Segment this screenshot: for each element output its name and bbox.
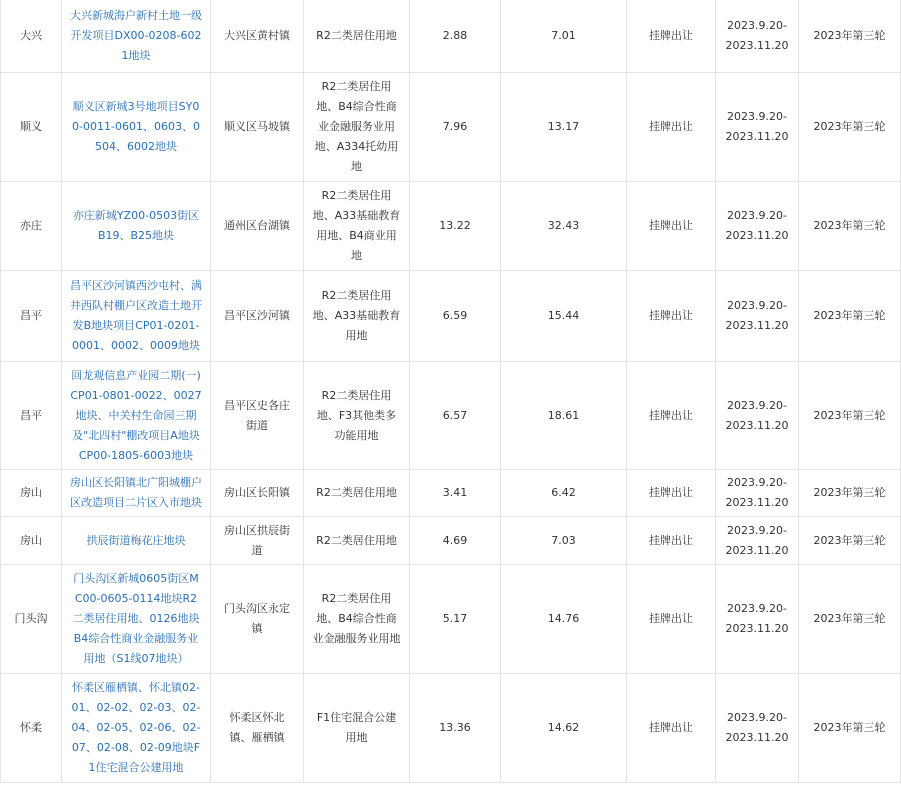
plot-name-link[interactable]: 门头沟区新城0605街区MC00-0605-0114地块R2二类居住用地、0126地块B4综合性商业金融服务业用地（S1线07地块）: [62, 565, 211, 674]
land-use-cell: R2二类居住用地、F3其他类多功能用地: [304, 362, 410, 470]
round-cell: 2023年第三轮: [799, 271, 901, 362]
date-cell: 2023.9.20-2023.11.20: [716, 674, 799, 783]
table-body: [1, 0, 901, 783]
location-cell: 通州区台湖镇: [211, 182, 304, 271]
land-use-cell: R2二类居住用地、B4综合性商业金融服务业用地: [304, 565, 410, 674]
method-cell: 挂牌出让: [627, 470, 716, 517]
round-cell: 2023年第三轮: [799, 73, 901, 182]
date-cell: 2023.9.20-2023.11.20: [716, 182, 799, 271]
district-cell: 门头沟: [1, 565, 62, 674]
table-row: [1, 0, 901, 73]
land-use-cell: F1住宅混合公建用地: [304, 674, 410, 783]
location-cell: 门头沟区永定镇: [211, 565, 304, 674]
land-use-cell: R2二类居住用地: [304, 517, 410, 565]
method-cell: 挂牌出让: [627, 517, 716, 565]
method-cell: 挂牌出让: [627, 182, 716, 271]
round-cell: 2023年第三轮: [799, 0, 901, 73]
date-cell: 2023.9.20-2023.11.20: [716, 362, 799, 470]
district-cell: 大兴: [1, 0, 62, 73]
method-cell: 挂牌出让: [627, 73, 716, 182]
plot-name-link[interactable]: 拱辰街道梅花庄地块: [62, 517, 211, 565]
table-row: [1, 271, 901, 362]
plot-name-link[interactable]: 亦庄新城YZ00-0503街区B19、B25地块: [62, 182, 211, 271]
method-cell: 挂牌出让: [627, 0, 716, 73]
location-cell: 怀柔区怀北镇、雁栖镇: [211, 674, 304, 783]
date-cell: 2023.9.20-2023.11.20: [716, 0, 799, 73]
location-cell: 昌平区史各庄街道: [211, 362, 304, 470]
table-row: [1, 362, 901, 470]
land-use-cell: R2二类居住用地、A33基础教育用地: [304, 271, 410, 362]
date-cell: 2023.9.20-2023.11.20: [716, 73, 799, 182]
district-cell: 亦庄: [1, 182, 62, 271]
round-cell: 2023年第三轮: [799, 565, 901, 674]
price-cell: 15.44: [501, 271, 627, 362]
round-cell: 2023年第三轮: [799, 362, 901, 470]
method-cell: 挂牌出让: [627, 362, 716, 470]
location-cell: 昌平区沙河镇: [211, 271, 304, 362]
land-use-cell: R2二类居住用地: [304, 470, 410, 517]
location-cell: 房山区长阳镇: [211, 470, 304, 517]
plot-name-link[interactable]: 怀柔区雁栖镇、怀北镇02-01、02-02、02-03、02-04、02-05、02-06、02-07、02-08、02-09地块F1住宅混合公建用地: [62, 674, 211, 783]
method-cell: 挂牌出让: [627, 565, 716, 674]
table-row: [1, 674, 901, 783]
plot-name-link[interactable]: 昌平区沙河镇西沙屯村、满井西队村棚户区改造土地开发B地块项目CP01-0201-0001、0002、0009地块: [62, 271, 211, 362]
land-use-cell: R2二类居住用地: [304, 0, 410, 73]
area-cell: 13.22: [410, 182, 501, 271]
date-cell: 2023.9.20-2023.11.20: [716, 565, 799, 674]
district-cell: 顺义: [1, 73, 62, 182]
area-cell: 6.59: [410, 271, 501, 362]
table-row: [1, 517, 901, 565]
price-cell: 7.01: [501, 0, 627, 73]
area-cell: 3.41: [410, 470, 501, 517]
land-use-cell: R2二类居住用地、A33基础教育用地、B4商业用地: [304, 182, 410, 271]
round-cell: 2023年第三轮: [799, 674, 901, 783]
plot-name-link[interactable]: 房山区长阳镇北广阳城棚户区改造项目二片区入市地块: [62, 470, 211, 517]
table-row: [1, 73, 901, 182]
plot-name-link[interactable]: 顺义区新城3号地项目SY00-0011-0601、0603、0504、6002地块: [62, 73, 211, 182]
price-cell: 6.42: [501, 470, 627, 517]
area-cell: 13.36: [410, 674, 501, 783]
area-cell: 2.88: [410, 0, 501, 73]
plot-name-link[interactable]: 回龙观信息产业园二期(一)CP01-0801-0022、0027地块、中关村生命园三期及"北四村"棚改项目A地块CP00-1805-6003地块: [62, 362, 211, 470]
area-cell: 6.57: [410, 362, 501, 470]
date-cell: 2023.9.20-2023.11.20: [716, 271, 799, 362]
table-row: [1, 182, 901, 271]
round-cell: 2023年第三轮: [799, 182, 901, 271]
price-cell: 32.43: [501, 182, 627, 271]
date-cell: 2023.9.20-2023.11.20: [716, 517, 799, 565]
location-cell: 房山区拱辰街道: [211, 517, 304, 565]
method-cell: 挂牌出让: [627, 271, 716, 362]
district-cell: 房山: [1, 517, 62, 565]
area-cell: 4.69: [410, 517, 501, 565]
district-cell: 昌平: [1, 362, 62, 470]
plot-name-link[interactable]: 大兴新城海户新村土地一级开发项目DX00-0208-6021地块: [62, 0, 211, 73]
round-cell: 2023年第三轮: [799, 470, 901, 517]
date-cell: 2023.9.20-2023.11.20: [716, 470, 799, 517]
price-cell: 14.76: [501, 565, 627, 674]
district-cell: 房山: [1, 470, 62, 517]
land-use-cell: R2二类居住用地、B4综合性商业金融服务业用地、A334托幼用地: [304, 73, 410, 182]
price-cell: 7.03: [501, 517, 627, 565]
location-cell: 大兴区黄村镇: [211, 0, 304, 73]
method-cell: 挂牌出让: [627, 674, 716, 783]
district-cell: 昌平: [1, 271, 62, 362]
area-cell: 5.17: [410, 565, 501, 674]
price-cell: 18.61: [501, 362, 627, 470]
district-cell: 怀柔: [1, 674, 62, 783]
round-cell: 2023年第三轮: [799, 517, 901, 565]
price-cell: 13.17: [501, 73, 627, 182]
price-cell: 14.62: [501, 674, 627, 783]
location-cell: 顺义区马坡镇: [211, 73, 304, 182]
table-row: [1, 565, 901, 674]
table-row: [1, 470, 901, 517]
area-cell: 7.96: [410, 73, 501, 182]
